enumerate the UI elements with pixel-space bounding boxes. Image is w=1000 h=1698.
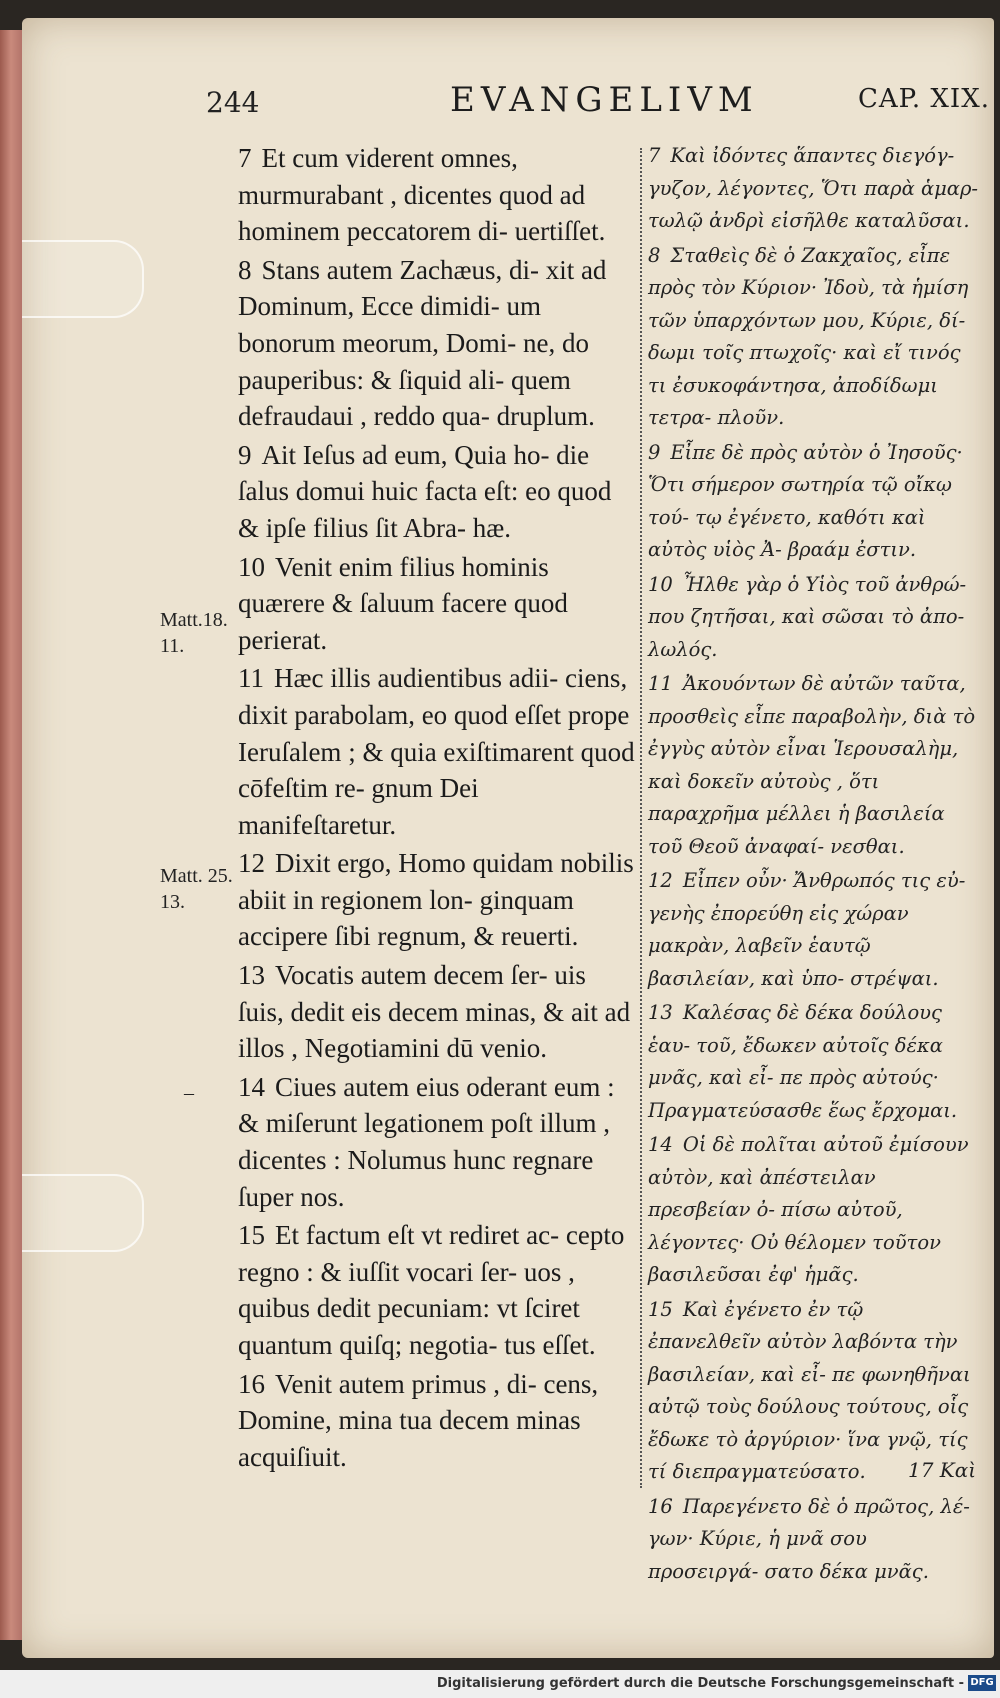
latin-verse <box>238 957 638 1067</box>
verse-number: 10 <box>648 572 673 596</box>
verse-number: 14 <box>648 1133 673 1156</box>
verse-number: 9 <box>238 439 252 470</box>
verse-number: 14 <box>238 1071 265 1102</box>
margin-dash: – <box>184 1082 194 1104</box>
greek-verse <box>648 140 978 238</box>
book-spine-edge <box>0 30 22 1640</box>
latin-verse <box>238 1366 638 1476</box>
page-header <box>0 80 1000 126</box>
greek-verse <box>648 668 978 863</box>
dfg-logo[interactable]: DFG <box>968 1675 996 1691</box>
latin-verse <box>238 1069 638 1215</box>
verse-number: 11 <box>648 672 673 695</box>
verse-text: Οἱ δὲ πολῖται αὐτοῦ ἐμίσουν αὐτὸν, καὶ ἀπέστειλαν πρεσβείαν ὀ- πίσω αὐτοῦ, λέγοντες· Οὐ θέλομεν τοῦτον βασιλεῦσαι ἐφ' ἡμᾶς. <box>648 1133 969 1286</box>
verse-text: Εἶπεν οὖν· Ἄνθρωπός τις εὐ- γενὴς ἐπορεύθη εἰς χώραν μακρὰν, λαβεῖν ἑαυτῷ βασιλείαν, καὶ ὑπο- στρέψαι. <box>648 869 966 990</box>
latin-verse <box>238 140 638 250</box>
digitization-footer <box>0 1670 1000 1698</box>
verse-text: Stans autem Zachæus, di- xit ad Dominum, Ecce dimidi- um bonorum meorum, Domi- ne, do pauperibus: & ſiquid ali- quem defraudaui , reddo qua- druplum. <box>238 254 607 432</box>
verse-text: Dixit ergo, Homo quidam nobilis abiit in regionem lon- ginquam accipere ſibi regnum, & reuerti. <box>238 848 634 952</box>
verse-text: Et factum eſt vt rediret ac- cepto regno : & iuſſit vocari ſer- uos , quibus dedit pecuniam: vt ſciret quantum quiſq; negotia- tus eſſet. <box>238 1220 625 1360</box>
greek-verse <box>648 1129 978 1292</box>
latin-column <box>238 140 638 1477</box>
verse-number: 10 <box>238 551 265 582</box>
latin-verse <box>238 845 638 955</box>
latin-verse <box>238 549 638 659</box>
greek-verse <box>648 240 978 435</box>
latin-verse <box>238 660 638 843</box>
verse-text: Καλέσας δὲ δέκα δούλους ἑαυ- τοῦ, ἔδωκεν αὐτοῖς δέκα μνᾶς, καὶ εἶ- πε πρὸς αὐτούς· Πραγματεύσασθε ἕως ἔρχομαι. <box>648 1001 958 1122</box>
verse-text: Hæc illis audientibus adii- ciens, dixit parabolam, eo quod eſſet prope Ieruſalem ; & quia exiſtimarent quod cōfeſtim re- gnum Dei manifeſtaretur. <box>238 663 635 840</box>
catchword: 17 Καὶ <box>908 1458 977 1482</box>
verse-text: Venit autem primus , di- cens, Domine, mina tua decem minas acquiſiuit. <box>238 1368 599 1472</box>
greek-verse <box>648 1491 978 1589</box>
verse-number: 7 <box>648 144 661 167</box>
verse-text: Vocatis autem decem ſer- uis ſuis, dedit eis decem minas, & ait ad illos , Negotiamini dū venio. <box>238 960 631 1064</box>
verse-number: 9 <box>648 440 661 464</box>
verse-text: Παρεγένετο δὲ ὁ πρῶτος, λέ- γων· Κύριε, ἡ μνᾶ σου προσειργά- σατο δέκα μνᾶς. <box>648 1494 970 1583</box>
verse-text: Ciues autem eius oderant eum : & miſerunt legationem poſt illum , dicentes : Nolumus hunc regnare ſuper nos. <box>238 1071 615 1212</box>
verse-text: Venit enim filius hominis quærere & ſaluum facere quod perierat. <box>238 551 568 655</box>
verse-number: 12 <box>238 848 265 879</box>
glare-mark <box>22 240 144 318</box>
footer-credit: Digitalisierung gefördert durch die Deutsche Forschungsgemeinschaft - <box>436 1676 964 1691</box>
verse-number: 7 <box>238 143 252 173</box>
latin-verse <box>238 437 638 547</box>
verse-number: 16 <box>238 1368 265 1399</box>
margin-note-matt25: Matt. 25. 13. <box>160 865 233 913</box>
verse-number: 13 <box>238 960 265 991</box>
chapter-heading: CAP. XIX. <box>858 84 990 114</box>
verse-number: 11 <box>238 663 264 694</box>
verse-number: 8 <box>648 243 661 267</box>
greek-verse <box>648 997 978 1127</box>
verse-text: Ἦλθε γὰρ ὁ Υἱὸς τοῦ ἀνθρώ- που ζητῆσαι, καὶ σῶσαι τὸ ἀπο- λωλός. <box>648 572 967 661</box>
running-head: EVANGELIVM <box>450 80 759 120</box>
greek-verse <box>648 437 978 567</box>
verse-number: 13 <box>648 1001 673 1024</box>
verse-text: Ait Ieſus ad eum, Quia ho- die ſalus domui huic facta eſt: eo quod & ipſe filius ſit Abra- hæ. <box>238 439 612 543</box>
page-number: 244 <box>206 86 260 119</box>
verse-text: Εἶπε δὲ πρὸς αὐτὸν ὁ Ἰησοῦς· Ὅτι σήμερον σωτηρία τῷ οἴκῳ τού- τῳ ἐγένετο, καθότι καὶ αὐτὸς υἱὸς Ἀ- βραάμ ἐστιν. <box>648 440 963 561</box>
glare-mark <box>22 1174 144 1252</box>
latin-verse <box>238 252 638 435</box>
verse-text: Et cum viderent omnes, murmurabant , dicentes quod ad hominem peccatorem di- uertiſſet. <box>238 143 606 247</box>
greek-verse <box>648 865 978 995</box>
greek-column <box>648 140 978 1590</box>
column-divider <box>640 148 642 1488</box>
verse-number: 8 <box>238 254 252 285</box>
margin-note-matt18: Matt.18. 11. <box>160 609 228 657</box>
verse-number: 15 <box>238 1220 265 1251</box>
verse-number: 15 <box>648 1297 673 1321</box>
verse-text: Καὶ ἰδόντες ἅπαντες διεγόγ- γυζον, λέγοντες, Ὅτι παρὰ ἁμαρ- τωλῷ ἀνδρὶ εἰσῆλθε καταλῦσαι. <box>648 144 979 232</box>
verse-text: Καὶ ἐγένετο ἐν τῷ ἐπανελθεῖν αὐτὸν λαβόντα τὴν βασιλείαν, καὶ εἶ- πε φωνηθῆναι αὐτῷ τοὺς δούλους τούτους, οἷς ἔδωκε τὸ ἀργύριον· ἵνα γνῷ, τίς τί διεπραγματεύσατο. <box>648 1297 971 1483</box>
verse-text: Ἀκουόντων δὲ αὐτῶν ταῦτα, προσθεὶς εἶπε παραβολὴν, διὰ τὸ ἐγγὺς αὐτὸν εἶναι Ἱερουσαλὴμ, καὶ δοκεῖν αὐτοὺς , ὅτι παραχρῆμα μέλλει ἡ βασιλεία τοῦ Θεοῦ ἀναφαί- νεσθαι. <box>648 672 976 858</box>
latin-verse <box>238 1217 638 1363</box>
verse-number: 12 <box>648 869 673 892</box>
verse-text: Σταθεὶς δὲ ὁ Ζακχαῖος, εἶπε πρὸς τὸν Κύριον· Ἰδοὺ, τὰ ἡμίση τῶν ὑπαρχόντων μου, Κύριε, δί- δωμι τοῖς πτωχοῖς· καὶ εἴ τινός τι ἐσυκοφάντησα, ἀποδίδωμι τετρα- πλοῦν. <box>648 243 969 429</box>
verse-number: 16 <box>648 1494 673 1518</box>
greek-verse <box>648 569 978 667</box>
